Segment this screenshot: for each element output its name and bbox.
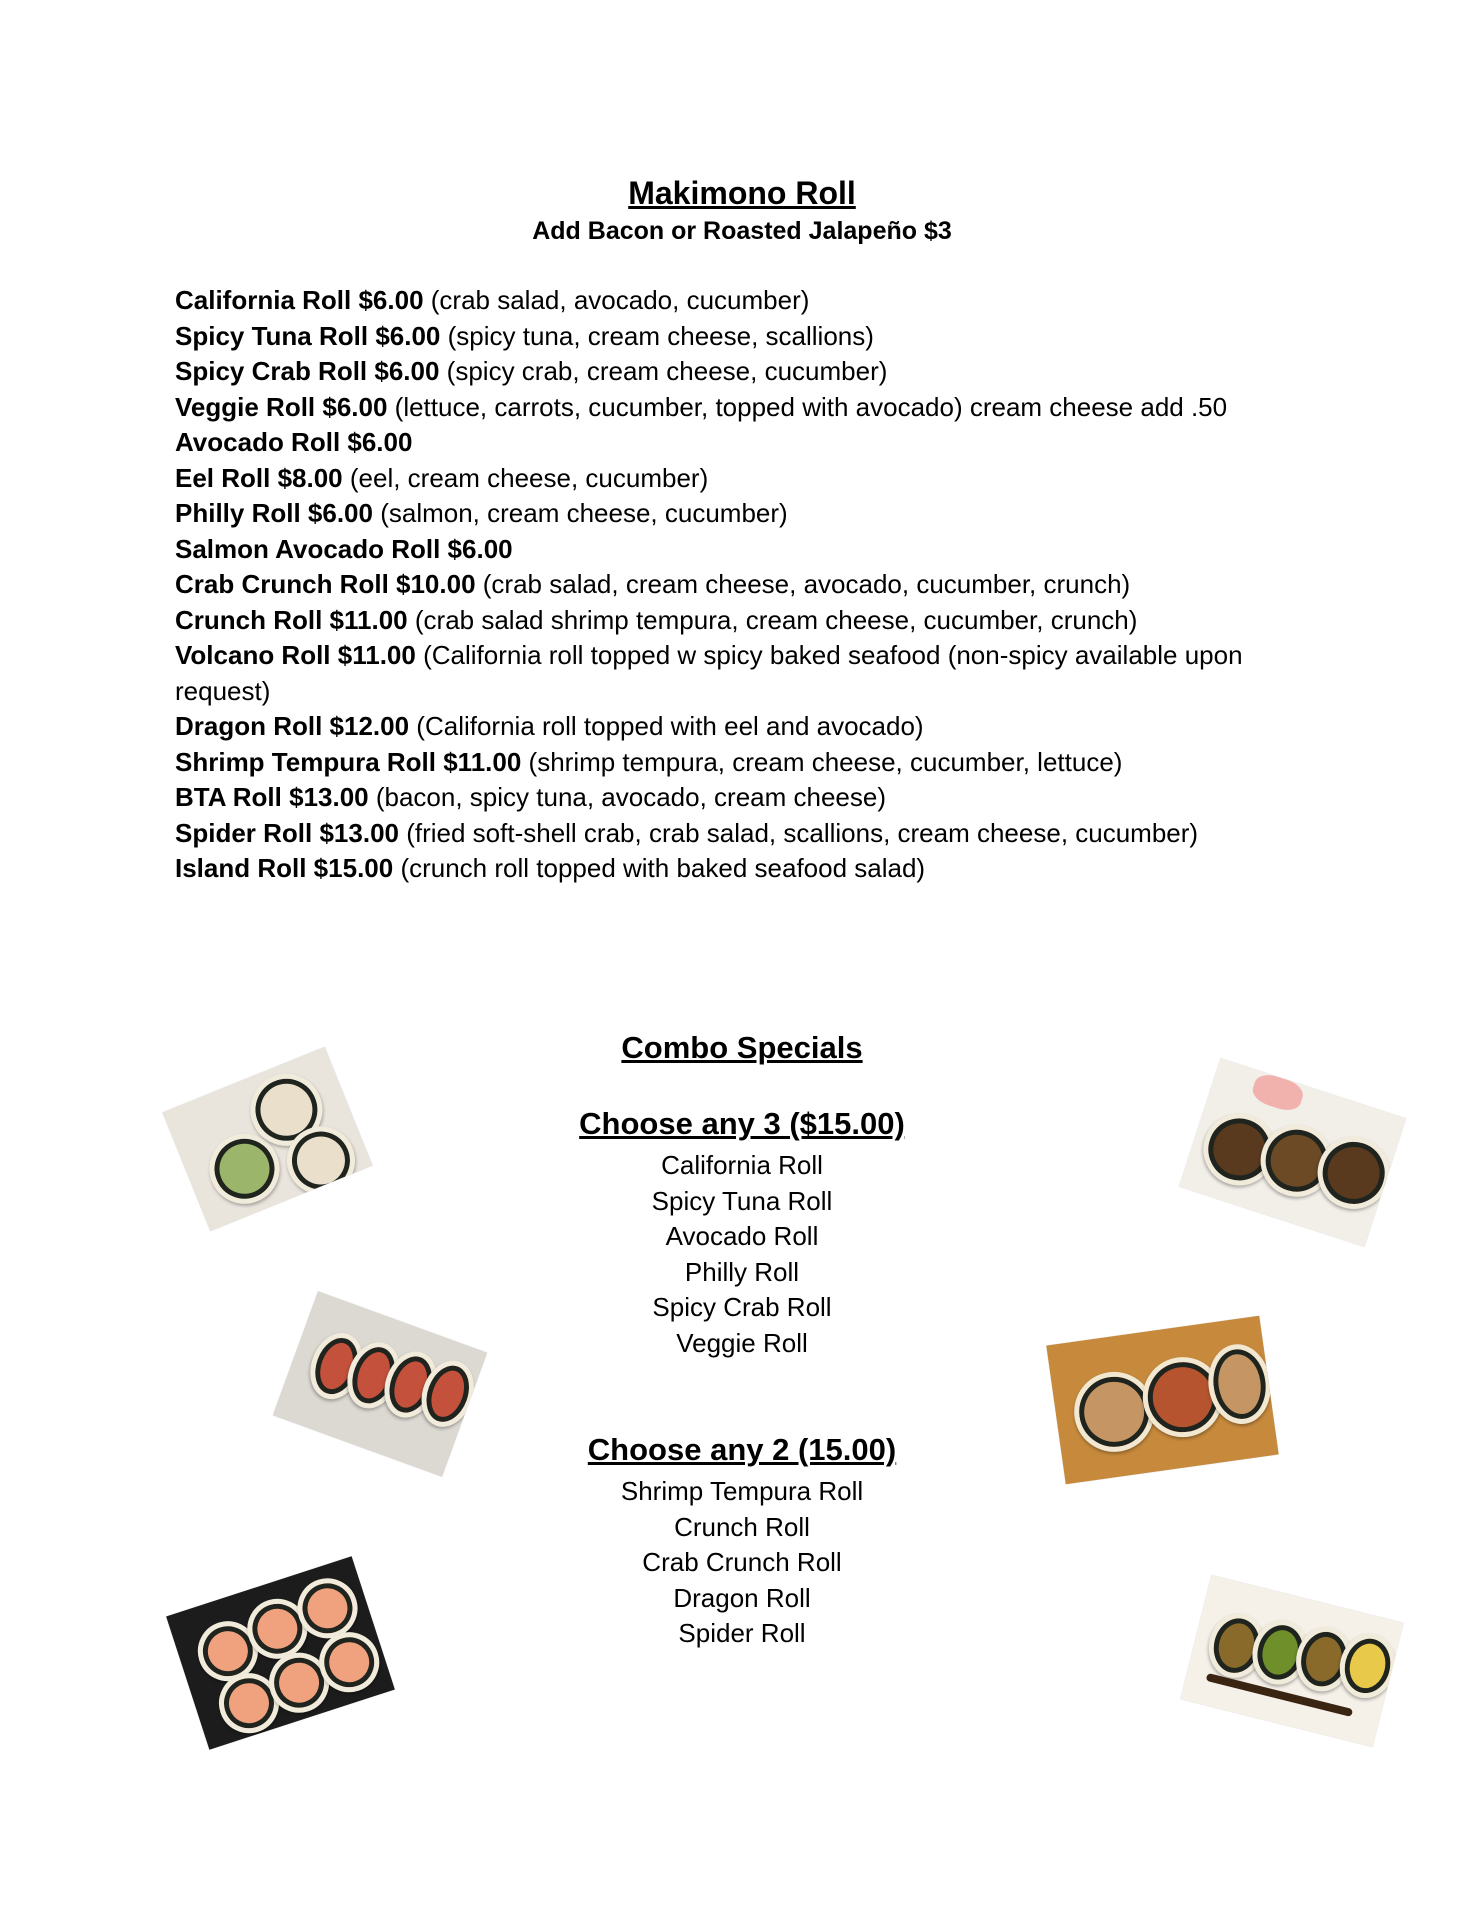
menu-item-name-price: Salmon Avocado Roll $6.00 — [175, 533, 513, 564]
page-title: Makimono Roll — [628, 175, 856, 211]
menu-item-name-price: Crunch Roll $11.00 — [175, 604, 408, 635]
combo-list-item: Crab Crunch Roll — [642, 1547, 842, 1577]
menu-item-description: (crab salad, avocado, cucumber) — [423, 285, 810, 315]
combo-list-item: California Roll — [661, 1150, 823, 1180]
menu-item-name-price: BTA Roll $13.00 — [175, 782, 369, 812]
menu-item — [175, 319, 1275, 355]
menu-item-name-price: Philly Roll $6.00 — [175, 498, 373, 528]
crunch-roll-photo — [1046, 1316, 1278, 1485]
combo-list-item: Spicy Crab Roll — [652, 1292, 832, 1322]
page-subtitle: Add Bacon or Roasted Jalapeño $3 — [532, 217, 952, 245]
menu-item-description: (crunch roll topped with baked seafood salad) — [393, 853, 926, 883]
menu-item-description: (eel, cream cheese, cucumber) — [342, 462, 709, 493]
menu-item-name-price: Spicy Crab Roll $6.00 — [175, 356, 440, 386]
menu-item-name-price: Island Roll $15.00 — [175, 853, 394, 883]
menu-item — [175, 496, 1275, 532]
combo-list-item: Spicy Tuna Roll — [651, 1185, 833, 1216]
menu-item-description: (California roll topped w spicy baked seafood (non-spicy available upon request) — [175, 640, 1243, 706]
menu-item-name-price: Spider Roll $13.00 — [175, 817, 399, 848]
menu-item-name-price: Veggie Roll $6.00 — [175, 391, 388, 422]
menu-item — [175, 425, 1275, 461]
menu-item-description: (crab salad shrimp tempura, cream cheese, cucumber, crunch) — [407, 604, 1138, 635]
menu-item-description: (fried soft-shell crab, crab salad, scallions, cream cheese, cucumber) — [398, 817, 1199, 848]
menu-item-name-price: Spicy Tuna Roll $6.00 — [175, 320, 441, 351]
menu-item-name-price: Shrimp Tempura Roll $11.00 — [175, 746, 522, 777]
menu-item — [175, 851, 1275, 887]
menu-item-description: (shrimp tempura, cream cheese, cucumber, lettuce) — [521, 746, 1123, 777]
combo-list-item: Philly Roll — [684, 1256, 800, 1287]
combo2-heading: Choose any 2 (15.00) — [587, 1432, 897, 1467]
menu-item-description: (spicy crab, cream cheese, cucumber) — [439, 356, 888, 386]
menu-item-name-price: Volcano Roll $11.00 — [175, 640, 416, 670]
menu-list — [175, 283, 1275, 887]
menu-item-name-price: Eel Roll $8.00 — [175, 462, 343, 493]
menu-item — [175, 461, 1275, 497]
menu-item-description: (bacon, spicy tuna, avocado, cream cheese) — [368, 782, 887, 812]
menu-item — [175, 603, 1275, 639]
menu-item — [175, 816, 1275, 852]
menu-item — [175, 709, 1275, 745]
menu-item-name-price: Crab Crunch Roll $10.00 — [175, 569, 476, 599]
menu-item-description: (California roll topped with eel and avocado) — [409, 711, 924, 741]
combo-list-item: Spider Roll — [678, 1618, 806, 1648]
menu-item — [175, 354, 1275, 390]
combo-title: Combo Specials — [621, 1030, 863, 1065]
combo-list-item: Avocado Roll — [665, 1221, 819, 1251]
menu-item — [175, 390, 1275, 426]
menu-item — [175, 567, 1275, 603]
menu-item-name-price: California Roll $6.00 — [175, 285, 424, 315]
menu-item-name-price: Dragon Roll $12.00 — [175, 711, 410, 741]
menu-item — [175, 745, 1275, 781]
menu-item-description: (spicy tuna, cream cheese, scallions) — [440, 320, 874, 351]
combo-list-item: Veggie Roll — [676, 1327, 808, 1358]
menu-item — [175, 283, 1275, 319]
menu-item-description: (salmon, cream cheese, cucumber) — [372, 498, 788, 528]
menu-item-description: (lettuce, carrots, cucumber, topped with avocado) cream cheese add .50 — [387, 391, 1228, 422]
combo-list-item: Crunch Roll — [674, 1511, 810, 1542]
menu-item — [175, 638, 1275, 709]
menu-item-name-price: Avocado Roll $6.00 — [175, 427, 413, 457]
combo-list-item: Dragon Roll — [673, 1582, 811, 1613]
combo3-heading: Choose any 3 ($15.00) — [579, 1106, 905, 1141]
menu-item — [175, 780, 1275, 816]
combo-list-item: Shrimp Tempura Roll — [620, 1476, 864, 1506]
menu-item-description: (crab salad, cream cheese, avocado, cucumber, crunch) — [475, 569, 1131, 599]
menu-item — [175, 532, 1275, 568]
